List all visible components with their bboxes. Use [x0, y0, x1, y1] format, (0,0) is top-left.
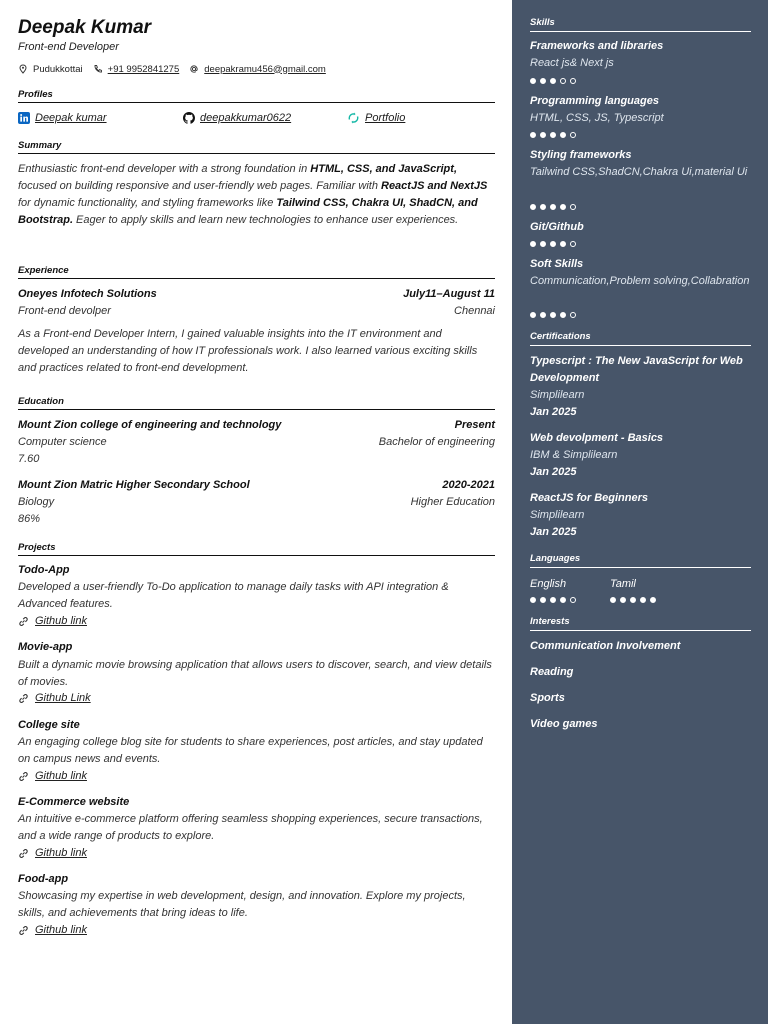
level-dot-empty [570, 204, 576, 210]
education-school: Mount Zion college of engineering and technology [18, 419, 282, 431]
cert-name: ReactJS for Beginners [530, 492, 648, 504]
level-dot-filled [640, 597, 646, 603]
link-icon [18, 848, 29, 859]
at-sign-icon [189, 64, 199, 74]
education-date: Present [454, 419, 495, 431]
level-dot-filled [550, 312, 556, 318]
phone-icon [93, 64, 103, 74]
education-row [18, 479, 495, 491]
summary-part: focused on building responsive and user-friendly web pages. Familiar with [18, 180, 381, 192]
summary-heading: Summary [18, 140, 495, 154]
level-dot-filled [610, 597, 616, 603]
project-link[interactable] [18, 924, 87, 936]
experience-dates: July11–August 11 [403, 288, 495, 300]
education-row-2 [18, 436, 495, 448]
experience-heading: Experience [18, 265, 495, 279]
level-dot-filled [630, 597, 636, 603]
level-dot-filled [540, 132, 546, 138]
level-dot-filled [560, 241, 566, 247]
cert-date: Jan 2025 [530, 406, 577, 418]
person-name: Deepak Kumar [18, 17, 152, 38]
level-dot-filled [550, 132, 556, 138]
level-dot-filled [540, 204, 546, 210]
projects-heading: Projects [18, 542, 495, 556]
language-name: English [530, 578, 567, 590]
summary-part: Eager to apply skills and learn new technologies to enhance user experiences. [73, 214, 459, 226]
project-title: Movie-app [18, 641, 73, 653]
cert-date: Jan 2025 [530, 466, 577, 478]
language-level-dots [530, 597, 576, 603]
project-description: An intuitive e-commerce platform offering seamless shopping experiences, secure transactions, and a wide range of products to explore. [18, 813, 483, 842]
education-score: 86% [18, 513, 41, 525]
level-dot-filled [550, 241, 556, 247]
linkedin-link[interactable]: Deepak kumar [35, 112, 107, 124]
education-school: Mount Zion Matric Higher Secondary School [18, 479, 250, 491]
cert-date: Jan 2025 [530, 526, 577, 538]
link-icon [18, 771, 29, 782]
link-icon [18, 616, 29, 627]
interest-item: Reading [530, 666, 574, 678]
main-column [18, 0, 495, 1024]
phone-link[interactable]: +91 9952841275 [107, 63, 180, 75]
level-dot-filled [530, 78, 536, 84]
level-dot-filled [540, 241, 546, 247]
education-row-3 [18, 453, 495, 465]
project-description: Built a dynamic movie browsing application that allows users to discover, search, and view details of movies. [18, 659, 492, 688]
project-title: College site [18, 719, 80, 731]
summary-emphasis: HTML, CSS, and JavaScript, [310, 163, 457, 175]
skill-level-dots [530, 132, 576, 138]
profile-portfolio[interactable] [347, 112, 405, 124]
skill-detail: React js& Next js [530, 57, 614, 69]
skill-level-dots [530, 78, 576, 84]
github-link[interactable]: Github link [35, 924, 87, 936]
cert-issuer: IBM & Simplilearn [530, 449, 618, 461]
summary-part: for dynamic functionality, and styling frameworks like [18, 197, 277, 209]
level-dot-filled [540, 78, 546, 84]
skill-detail: HTML, CSS, JS, Typescript [530, 112, 664, 124]
skill-name: Programming languages [530, 95, 659, 107]
experience-row [18, 288, 495, 300]
skill-name: Soft Skills [530, 258, 584, 270]
github-link[interactable]: Github link [35, 770, 87, 782]
project-description: Showcasing my expertise in web development, design, and innovation. Explore my projects, skills, and achievements that bring ideas to life. [18, 890, 466, 919]
profile-github[interactable] [183, 112, 291, 124]
level-dot-filled [530, 312, 536, 318]
level-dot-filled [620, 597, 626, 603]
skill-detail: Tailwind CSS,ShadCN,Chakra Ui,material Ui [530, 166, 748, 178]
interest-item: Sports [530, 692, 565, 704]
skill-name: Styling frameworks [530, 149, 632, 161]
level-dot-empty [560, 78, 566, 84]
level-dot-filled [530, 597, 536, 603]
github-profile-link[interactable]: deepakkumar0622 [200, 112, 292, 124]
education-field: Biology [18, 496, 55, 508]
github-link[interactable]: Github Link [35, 692, 91, 704]
level-dot-filled [540, 312, 546, 318]
cert-issuer: Simplilearn [530, 509, 585, 521]
level-dot-filled [540, 597, 546, 603]
github-icon [183, 112, 195, 124]
languages-heading: Languages [530, 553, 751, 568]
summary-part: Enthusiastic front-end developer with a strong foundation in [18, 163, 311, 175]
project-title: Food-app [18, 873, 69, 885]
portfolio-icon [347, 112, 360, 124]
profile-linkedin[interactable] [18, 112, 107, 124]
level-dot-filled [530, 204, 536, 210]
github-link[interactable]: Github link [35, 615, 87, 627]
project-description: Developed a user-friendly To-Do application to manage daily tasks with API integration & Advanced features. [18, 581, 449, 610]
email-link[interactable]: deepakramu456@gmail.com [204, 63, 326, 75]
level-dot-filled [550, 597, 556, 603]
profiles-heading: Profiles [18, 89, 495, 103]
project-title: Todo-App [18, 564, 70, 576]
person-role: Front-end Developer [18, 41, 119, 53]
location-pin-icon [18, 64, 28, 74]
interests-heading: Interests [530, 616, 751, 631]
experience-row-2 [18, 305, 495, 317]
skill-name: Frameworks and libraries [530, 40, 664, 52]
level-dot-filled [560, 312, 566, 318]
summary-text [18, 161, 495, 229]
project-link[interactable] [18, 847, 87, 859]
project-link[interactable] [18, 615, 87, 627]
education-row-3 [18, 513, 495, 525]
project-link[interactable] [18, 692, 91, 704]
education-score: 7.60 [18, 453, 40, 465]
summary-emphasis: ReactJS and NextJS [381, 180, 488, 192]
cert-name: Typescript : The New JavaScript for Web Development [530, 355, 743, 384]
education-degree: Bachelor of engineering [378, 436, 495, 448]
sidebar [512, 0, 768, 1024]
portfolio-link[interactable]: Portfolio [365, 112, 406, 124]
project-description: An engaging college blog site for students to share experiences, post articles, and stay updated on campus news and events. [18, 736, 483, 765]
level-dot-filled [560, 204, 566, 210]
cert-name: Web devolpment - Basics [530, 432, 664, 444]
level-dot-filled [650, 597, 656, 603]
experience-position: Front-end devolper [18, 305, 111, 317]
education-row [18, 419, 495, 431]
level-dot-empty [570, 312, 576, 318]
link-icon [18, 693, 29, 704]
education-degree: Higher Education [410, 496, 495, 508]
education-row-2 [18, 496, 495, 508]
skill-level-dots [530, 204, 576, 210]
project-link[interactable] [18, 770, 87, 782]
certifications-heading: Certifications [530, 331, 751, 346]
language-name: Tamil [610, 578, 636, 590]
education-heading: Education [18, 396, 495, 410]
skill-level-dots [530, 312, 576, 318]
skill-detail: Communication,Problem solving,Collabration [530, 275, 750, 287]
level-dot-filled [530, 132, 536, 138]
github-link[interactable]: Github link [35, 847, 87, 859]
education-date: 2020-2021 [442, 479, 495, 491]
experience-location: Chennai [454, 305, 495, 317]
summary-emphasis: Tailwind CSS, Chakra UI, ShadCN, and Bootstrap. [18, 197, 478, 226]
interest-item: Video games [530, 718, 598, 730]
level-dot-empty [570, 78, 576, 84]
level-dot-empty [570, 241, 576, 247]
experience-company: Oneyes Infotech Solutions [18, 288, 157, 300]
interest-item: Communication Involvement [530, 640, 681, 652]
level-dot-empty [570, 597, 576, 603]
location-text: Pudukkottai [33, 63, 83, 75]
experience-description: As a Front-end Developer Intern, I gained valuable insights into the IT environment and developed an understanding of how IT professionals work. I also learned various exciting skills and practices related to front-end development. [18, 328, 478, 374]
contact-line [18, 62, 326, 76]
skill-level-dots [530, 241, 576, 247]
linkedin-icon [18, 112, 30, 124]
language-level-dots [610, 597, 656, 603]
cert-issuer: Simplilearn [530, 389, 585, 401]
skill-name: Git/Github [530, 221, 584, 233]
level-dot-filled [550, 78, 556, 84]
level-dot-filled [550, 204, 556, 210]
education-field: Computer science [18, 436, 107, 448]
project-title: E-Commerce website [18, 796, 130, 808]
level-dot-empty [570, 132, 576, 138]
level-dot-filled [560, 597, 566, 603]
link-icon [18, 925, 29, 936]
level-dot-filled [560, 132, 566, 138]
level-dot-filled [530, 241, 536, 247]
skills-heading: Skills [530, 17, 751, 32]
